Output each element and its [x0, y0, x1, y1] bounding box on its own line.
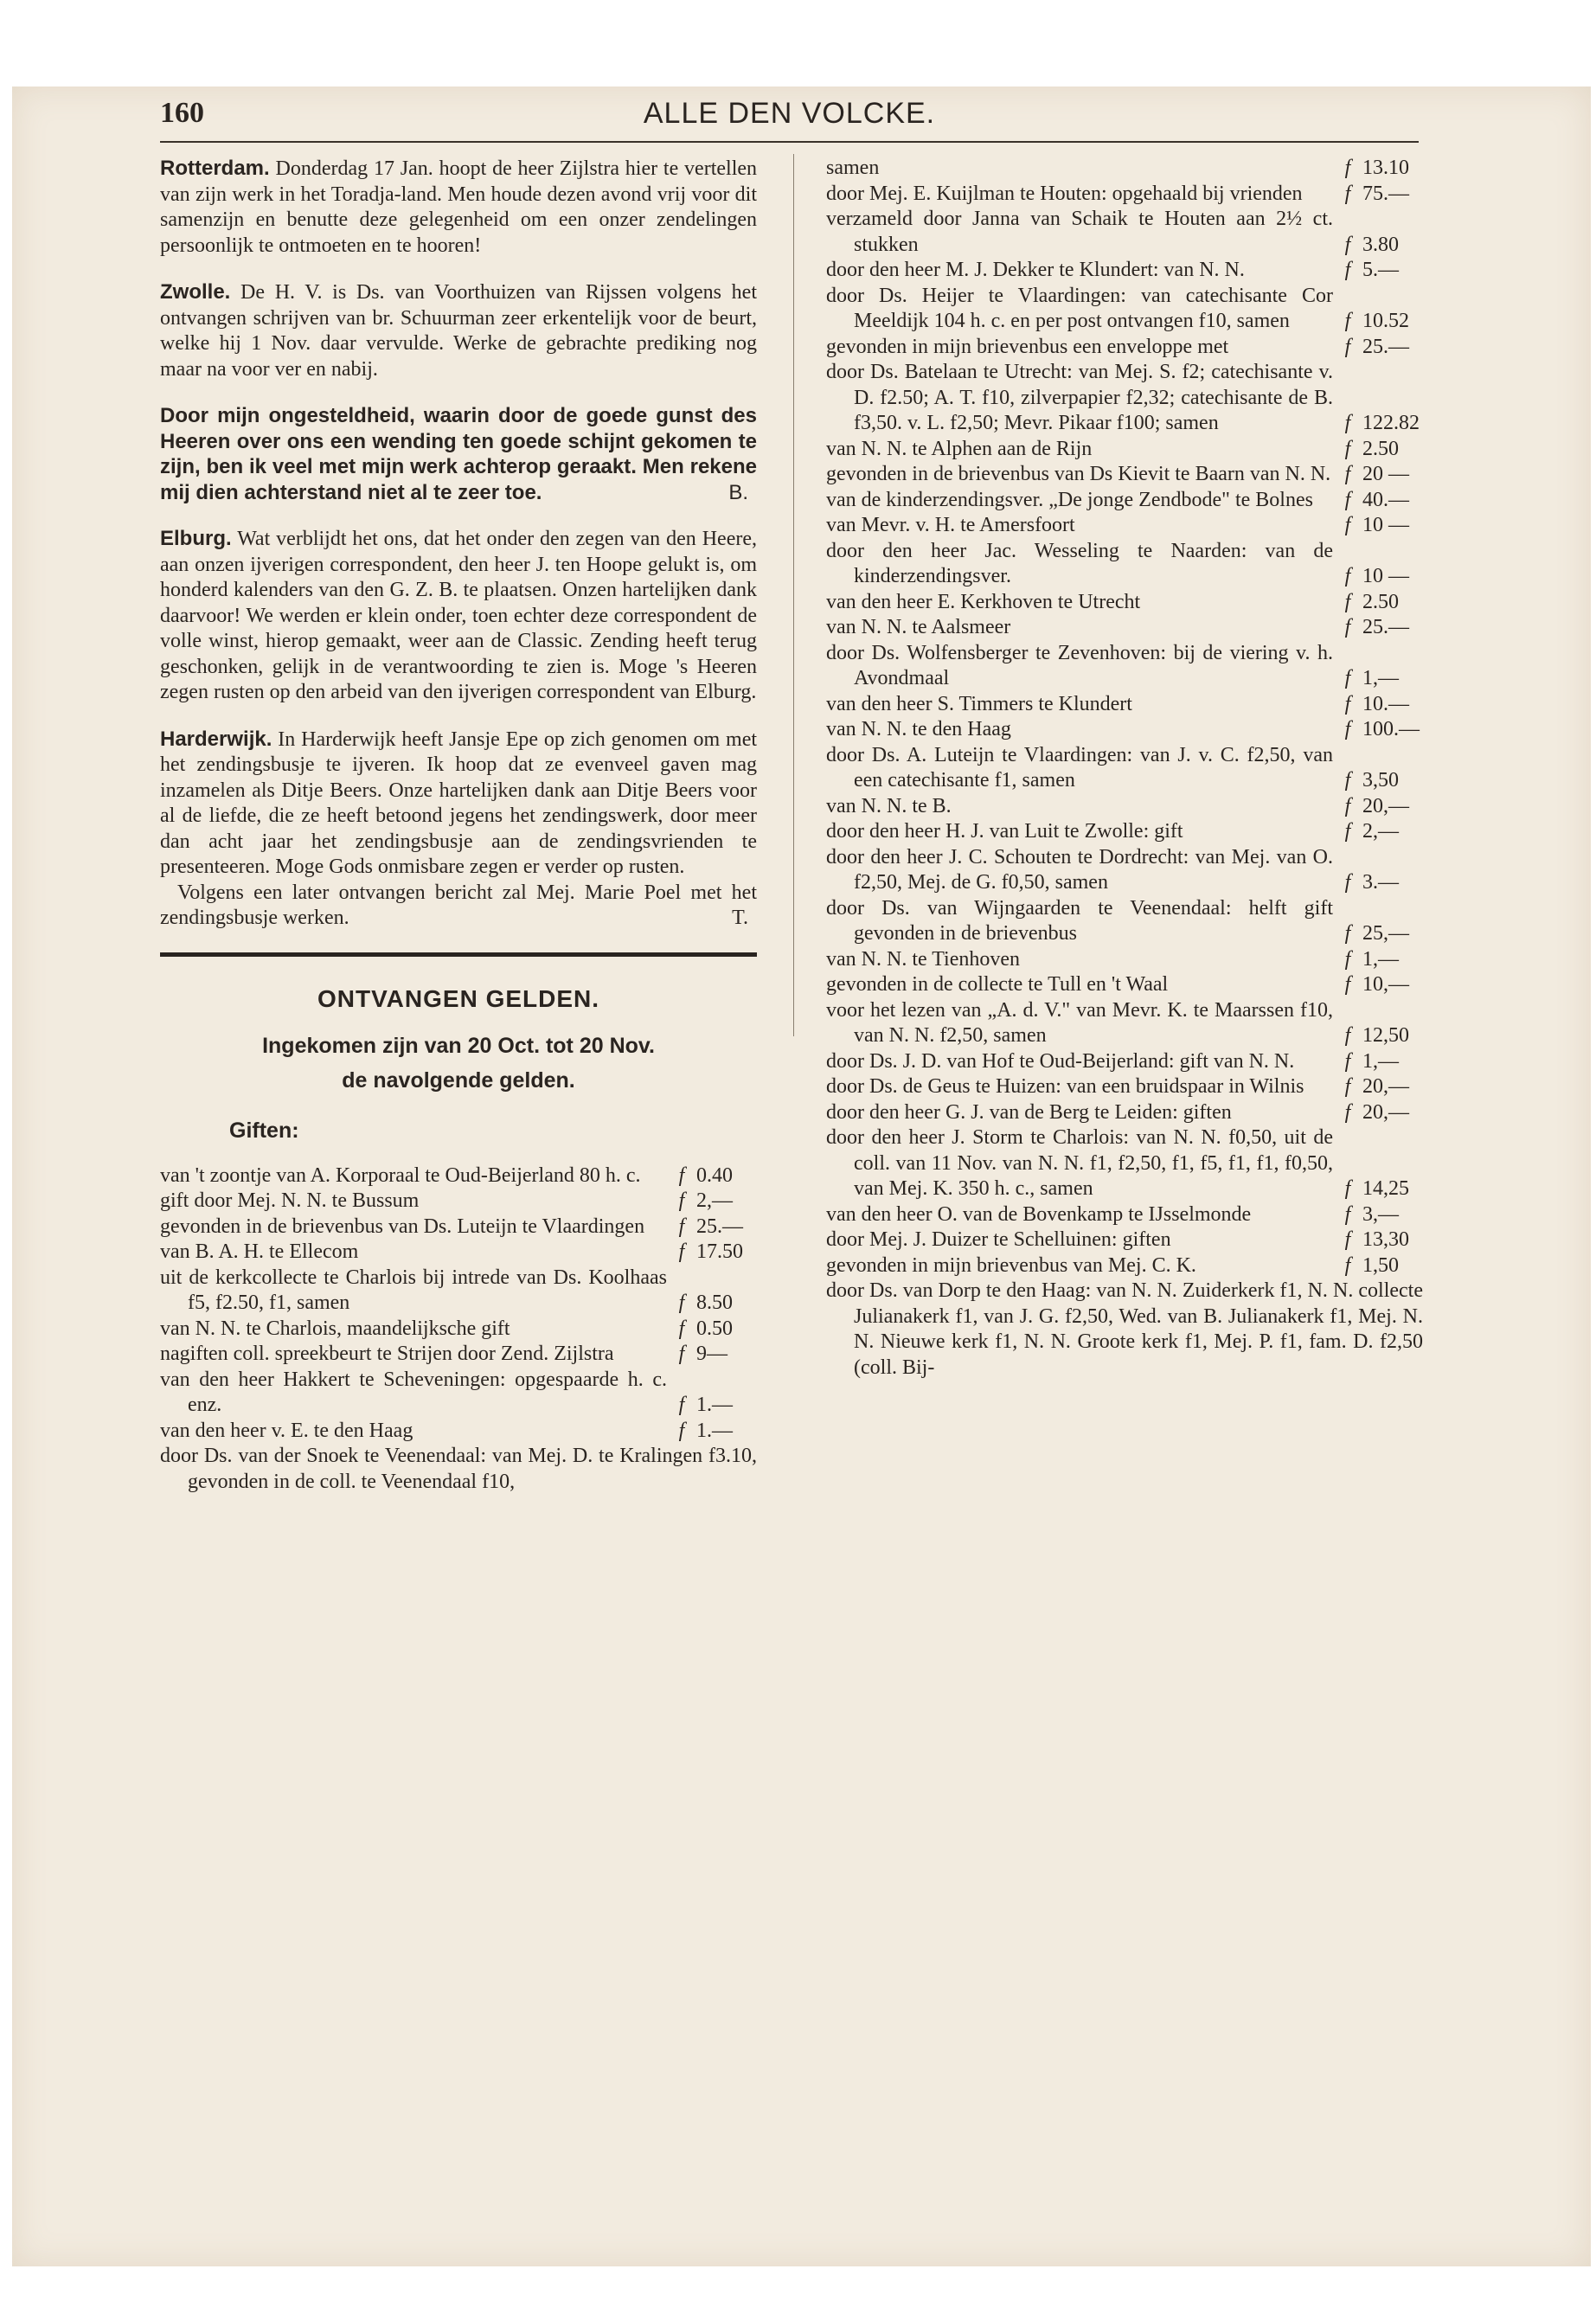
guilder-sign: f — [678, 1240, 685, 1263]
donation-description: van N. N. te Alphen aan de Rijn — [826, 437, 1093, 460]
place-heading: Zwolle. — [160, 280, 231, 304]
donation-entry — [826, 437, 1423, 463]
donation-entry — [826, 972, 1423, 998]
donation-entry — [826, 462, 1423, 488]
donation-description: nagiften coll. spreekbeurt te Strijen door Zend. Zijlstra — [160, 1343, 614, 1365]
guilder-sign: f — [1344, 718, 1351, 740]
donation-entry — [826, 1202, 1423, 1228]
page-number: 160 — [160, 97, 204, 129]
right-column — [826, 156, 1423, 1381]
donation-entry — [826, 896, 1423, 947]
donation-entry — [160, 1266, 757, 1317]
column-divider — [793, 154, 794, 1036]
donation-description: gevonden in mijn brievenbus van Mej. C. K. — [826, 1253, 1196, 1277]
donation-amount: 1,50 — [1362, 1253, 1399, 1277]
donation-entry — [826, 207, 1423, 258]
guilder-sign: f — [678, 1419, 685, 1442]
guilder-sign: f — [1344, 794, 1351, 817]
news-signature: T. — [732, 907, 748, 929]
news-rotterdam — [160, 156, 757, 259]
donation-description: door Ds. Wolfensberger te Zevenhoven: bij de viering v. h. Avondmaal — [826, 641, 1333, 689]
place-heading: Harderwijk. — [160, 727, 272, 751]
donation-entry — [826, 947, 1423, 973]
guilder-sign: f — [1344, 1075, 1351, 1098]
note-text: Door mijn ongesteldheid, waarin door de goede gunst des Heeren over ons een wending ten goede schijnt gekomen te zijn, ben ik veel met mijn werk achterop geraakt. Men rekene mij dien achterstand niet al te zeer toe. — [160, 404, 757, 504]
donation-entry — [826, 819, 1423, 845]
guilder-sign: f — [1344, 1253, 1351, 1277]
guilder-sign: f — [1344, 310, 1351, 332]
donation-entry — [826, 284, 1423, 335]
news-text: De H. V. is Ds. van Voorthuizen van Rijssen volgens het ontvangen schrijven van br. Schuurman zeer erkentelijk voor de beurt, welke hij 1 Nov. daar vervulde. Werke de gebrachte prediking nog maar na voor ver en nabij. — [160, 281, 758, 381]
donation-entry — [826, 1074, 1423, 1100]
donation-entry — [826, 539, 1423, 590]
editor-note — [160, 403, 757, 505]
donation-description: van de kinderzendingsver. „De jonge Zendbode" te Bolnes — [826, 488, 1313, 511]
news-text: Donderdag 17 Jan. hoopt de heer Zijlstra hier te vertellen van zijn werk in het Toradja-land. Men houde dezen avond vrij voor dit samenzijn en benutte deze gelegenheid om een onzer zendelingen persoonlijk te ontmoeten en te hooren! — [160, 157, 758, 257]
section-rule — [160, 952, 757, 957]
guilder-sign: f — [678, 1292, 685, 1314]
donation-entry — [160, 1163, 757, 1189]
donation-amount: 25.— — [1362, 335, 1409, 358]
donation-amount: 2.50 — [1362, 437, 1399, 460]
donation-entry — [826, 335, 1423, 361]
donation-amount: 122.82 — [1362, 412, 1420, 434]
donation-description: van den heer O. van de Bovenkamp te IJsselmonde — [826, 1202, 1252, 1226]
guilder-sign: f — [1344, 590, 1351, 613]
guilder-sign: f — [1344, 1024, 1351, 1047]
donation-entry — [826, 360, 1423, 437]
donation-entry — [160, 1240, 757, 1266]
donation-amount: 1.— — [696, 1419, 733, 1442]
guilder-sign: f — [1344, 973, 1351, 996]
header-rule — [160, 141, 1419, 143]
donation-amount: 2,— — [1362, 820, 1399, 843]
guilder-sign: f — [1344, 233, 1351, 256]
guilder-sign: f — [1344, 1228, 1351, 1251]
guilder-sign: f — [1344, 565, 1351, 587]
donation-amount: 20,— — [1362, 1100, 1409, 1124]
donation-amount: 0.40 — [696, 1163, 733, 1187]
donation-entry — [826, 1253, 1423, 1279]
donation-amount: 2,— — [696, 1189, 733, 1212]
guilder-sign: f — [1344, 1049, 1351, 1073]
donation-amount: 5.— — [1362, 259, 1399, 281]
donation-entry — [160, 1368, 757, 1419]
donation-amount: 17.50 — [696, 1240, 743, 1263]
guilder-sign: f — [1344, 412, 1351, 434]
donation-description: door den heer M. J. Dekker te Klundert: van N. N. — [826, 259, 1245, 281]
donation-entry — [826, 1100, 1423, 1126]
news-text: Volgens een later ontvangen bericht zal Mej. Marie Poel met het zendingsbusje werken. — [160, 881, 757, 929]
donation-amount: 25,— — [1362, 922, 1409, 945]
donation-entry — [826, 794, 1423, 820]
donation-description: van N. N. te B. — [826, 794, 952, 817]
donation-description: door den heer J. Storm te Charlois: van N. N. f0,50, uit de coll. van 11 Nov. van N. N. f1, f2,50, f1, f5, f1, f1, f0,50, van Mej. K. 350 h. c., samen — [826, 1126, 1333, 1200]
donation-amount: 2.50 — [1362, 590, 1399, 613]
donation-amount: 13,30 — [1362, 1228, 1409, 1251]
donation-amount: 75.— — [1362, 182, 1409, 205]
donation-description: door Ds. A. Luteijn te Vlaardingen: van J. v. C. f2,50, van een catechisante f1, samen — [826, 743, 1333, 792]
donation-entry — [826, 743, 1423, 794]
donation-entry — [826, 488, 1423, 514]
donation-description: van 't zoontje van A. Korporaal te Oud-Beijerland 80 h. c. — [160, 1163, 641, 1187]
donation-description: door den heer J. C. Schouten te Dordrecht: van Mej. van O. f2,50, Mej. de G. f0,50, samen — [826, 845, 1333, 894]
donation-amount: 3,50 — [1362, 769, 1399, 792]
donation-entry — [826, 615, 1423, 641]
donation-entry — [826, 692, 1423, 718]
guilder-sign: f — [1344, 1100, 1351, 1124]
left-column — [160, 156, 757, 1495]
donation-amount: 25.— — [696, 1215, 743, 1238]
donation-description: door den heer G. J. van de Berg te Leiden: giften — [826, 1100, 1232, 1124]
note-signature: B. — [728, 480, 748, 504]
donation-entry — [160, 1189, 757, 1215]
donation-entry — [160, 1317, 757, 1343]
donation-amount: 1,— — [1362, 1049, 1399, 1073]
guilder-sign: f — [1344, 692, 1351, 715]
donation-amount: 3,— — [1362, 1202, 1399, 1226]
donation-entry — [160, 1342, 757, 1368]
donation-entry — [826, 1125, 1423, 1202]
donation-description: uit de kerkcollecte te Charlois bij intrede van Ds. Koolhaas f5, f2.50, f1, samen — [160, 1266, 667, 1314]
news-harderwijk — [160, 727, 757, 881]
donation-description: door Ds. de Geus te Huizen: van een bruidspaar in Wilnis — [826, 1075, 1304, 1098]
donation-description: door den heer Jac. Wesseling te Naarden: van de kinderzendingsver. — [826, 539, 1333, 587]
donation-amount: 1.— — [696, 1394, 733, 1416]
guilder-sign: f — [1344, 871, 1351, 894]
guilder-sign: f — [1344, 1202, 1351, 1226]
guilder-sign: f — [678, 1343, 685, 1365]
donation-description: verzameld door Janna van Schaik te Houten aan 2½ ct. stukken — [826, 208, 1333, 256]
donation-description: door Ds. van Wijngaarden te Veenendaal: helft gift gevonden in de brievenbus — [826, 896, 1333, 945]
donation-amount: 8.50 — [696, 1292, 733, 1314]
news-text: Wat verblijdt het ons, dat het onder den zegen van den Heere, aan onzen ijverigen correspondent, den heer J. ten Hoope gelukt is, om honderd kalenders van den G. Z. B. te plaatsen. Onzen hartelijken dank daarvoor! We werden er klein onder, toen echter deze correspondent de volle winst, hierop gemaakt, weer aan de Classic. Zending heeft terug geschonken, gelijk in de verantwoording te zien is. Moge 's Heeren zegen rusten op den arbeid van den ijverigen correspondent van Elburg. — [160, 528, 757, 703]
guilder-sign: f — [1344, 437, 1351, 460]
guilder-sign: f — [1344, 514, 1351, 536]
guilder-sign: f — [1344, 259, 1351, 281]
guilder-sign: f — [1344, 922, 1351, 945]
page-header — [160, 97, 1419, 142]
donation-entry — [826, 182, 1423, 208]
donation-description: samen — [826, 157, 880, 179]
guilder-sign: f — [1344, 182, 1351, 205]
section-intro — [160, 1029, 757, 1098]
donation-list — [826, 156, 1423, 1279]
news-elburg — [160, 526, 757, 706]
donation-description: door den heer H. J. van Luit te Zwolle: gift — [826, 820, 1183, 843]
donation-entry-continued: door Ds. van Dorp te den Haag: van N. N. Zuiderkerk f1, N. N. collecte Julianakerk f1, van J. G. f2,50, Wed. van B. Julianakerk f1, Mej. N. N. Nieuwe kerk f1, N. N. Groote kerk f1, Mej. P. f1, fam. D. f2,50 (coll. Bij- — [826, 1279, 1423, 1379]
donation-amount: 10.52 — [1362, 310, 1409, 332]
donation-entry — [826, 641, 1423, 692]
donation-amount: 25.— — [1362, 616, 1409, 638]
donation-description: door Ds. J. D. van Hof te Oud-Beijerland: gift van N. N. — [826, 1049, 1295, 1073]
donation-amount: 3.— — [1362, 871, 1399, 894]
donation-amount: 10.— — [1362, 692, 1409, 715]
donation-description: van N. N. te Aalsmeer — [826, 616, 1011, 638]
guilder-sign: f — [1344, 820, 1351, 843]
donation-description: gift door Mej. N. N. te Bussum — [160, 1189, 420, 1212]
donation-amount: 100.— — [1362, 718, 1420, 740]
donation-description: door Ds. Heijer te Vlaardingen: van catechisante Cor Meeldijk 104 h. c. en per post ontvangen f10, samen — [826, 284, 1333, 332]
guilder-sign: f — [1344, 488, 1351, 511]
donation-description: van N. N. te den Haag — [826, 718, 1011, 740]
intro-line: de navolgende gelden. — [342, 1068, 575, 1093]
donation-description: van B. A. H. te Ellecom — [160, 1240, 359, 1263]
donation-entry — [160, 1215, 757, 1240]
donation-description: gevonden in mijn brievenbus een enveloppe met — [826, 335, 1229, 358]
guilder-sign: f — [1344, 947, 1351, 971]
donation-description: gevonden in de brievenbus van Ds. Luteijn te Vlaardingen — [160, 1215, 645, 1238]
donation-amount: 20,— — [1362, 794, 1409, 817]
donation-amount: 10 — — [1362, 565, 1409, 587]
guilder-sign: f — [1344, 769, 1351, 792]
donation-entry — [826, 513, 1423, 539]
guilder-sign: f — [1344, 1177, 1351, 1200]
donation-description: van N. N. te Charlois, maandelijksche gift — [160, 1317, 510, 1340]
guilder-sign: f — [678, 1189, 685, 1212]
news-text: In Harderwijk heeft Jansje Epe op zich genomen om met het zendingsbusje te ijveren. Ik hoop dat ze evenveel gaven mag inzamelen als Ditje Beers. Onze hartelijken dank aan Ditje Beers voor al de liefde, die ze heeft betoond jegens het zendingswerk, door meer dan acht jaar het zendingsbusje aan de zendingsvrienden te presenteeren. Moge Gods onmisbare zegen er verder op rusten. — [160, 727, 758, 878]
donation-description: van den heer v. E. te den Haag — [160, 1419, 413, 1442]
donation-amount: 12,50 — [1362, 1024, 1409, 1047]
place-heading: Rotterdam. — [160, 157, 270, 180]
guilder-sign: f — [678, 1317, 685, 1340]
donation-description: door Mej. J. Duizer te Schelluinen: giften — [826, 1228, 1171, 1251]
donation-description: van N. N. te Tienhoven — [826, 947, 1020, 971]
donation-description: van den heer E. Kerkhoven te Utrecht — [826, 590, 1141, 613]
donation-entry — [826, 717, 1423, 743]
guilder-sign: f — [678, 1215, 685, 1238]
donation-entry — [826, 845, 1423, 896]
donation-amount: 14,25 — [1362, 1177, 1409, 1200]
donation-entry — [826, 1049, 1423, 1075]
donation-entry — [826, 156, 1423, 182]
donation-entry — [826, 590, 1423, 616]
guilder-sign: f — [1344, 616, 1351, 638]
donation-amount: 0.50 — [696, 1317, 733, 1340]
donation-description: voor het lezen van „A. d. V." van Mevr. K. te Maarssen f10, van N. N. f2,50, samen — [826, 998, 1333, 1047]
donation-description: gevonden in de brievenbus van Ds Kievit te Baarn van N. N. — [826, 463, 1331, 485]
news-harderwijk-addendum — [160, 881, 757, 932]
donation-description: van den heer S. Timmers te Klundert — [826, 692, 1132, 715]
donation-amount: 10 — — [1362, 514, 1409, 536]
donation-entry — [160, 1419, 757, 1445]
donation-amount: 10,— — [1362, 973, 1409, 996]
donation-amount: 13.10 — [1362, 157, 1409, 179]
donation-amount: 1,— — [1362, 947, 1399, 971]
donation-entry — [826, 1227, 1423, 1253]
guilder-sign: f — [678, 1163, 685, 1187]
giften-heading: Giften: — [229, 1118, 299, 1143]
donation-amount: 20 — — [1362, 463, 1409, 485]
donation-description: door Mej. E. Kuijlman te Houten: opgehaald bij vrienden — [826, 182, 1303, 205]
donation-list — [160, 1163, 757, 1445]
section-title: ONTVANGEN GELDEN. — [317, 984, 600, 1012]
donation-description: van Mevr. v. H. te Amersfoort — [826, 514, 1075, 536]
intro-line: Ingekomen zijn van 20 Oct. tot 20 Nov. — [262, 1034, 655, 1058]
donation-entry — [826, 998, 1423, 1049]
donation-amount: 40.— — [1362, 488, 1409, 511]
donation-amount: 1,— — [1362, 667, 1399, 689]
donation-amount: 20,— — [1362, 1075, 1409, 1098]
place-heading: Elburg. — [160, 527, 232, 550]
guilder-sign: f — [1344, 463, 1351, 485]
donation-description: gevonden in de collecte te Tull en 't Waal — [826, 973, 1169, 996]
guilder-sign: f — [678, 1394, 685, 1416]
guilder-sign: f — [1344, 335, 1351, 358]
donation-entry-continued: door Ds. van der Snoek te Veenendaal: van Mej. D. te Kralingen f3.10, gevonden in de coll. te Veenendaal f10, — [160, 1445, 757, 1493]
news-zwolle — [160, 279, 757, 382]
guilder-sign: f — [1344, 157, 1351, 179]
donation-description: van den heer Hakkert te Scheveningen: opgespaarde h. c. enz. — [160, 1368, 667, 1416]
donation-entry — [826, 258, 1423, 284]
donation-description: door Ds. Batelaan te Utrecht: van Mej. S. f2; catechisante v. D. f2.50; A. T. f10, zilverpapier f2,32; catechisante de B. f3,50. v. L. f2,50; Mevr. Pikaar f100; samen — [826, 361, 1333, 434]
guilder-sign: f — [1344, 667, 1351, 689]
donation-amount: 3.80 — [1362, 233, 1399, 256]
donation-amount: 9— — [696, 1343, 727, 1365]
running-title: ALLE DEN VOLCKE. — [643, 97, 936, 130]
